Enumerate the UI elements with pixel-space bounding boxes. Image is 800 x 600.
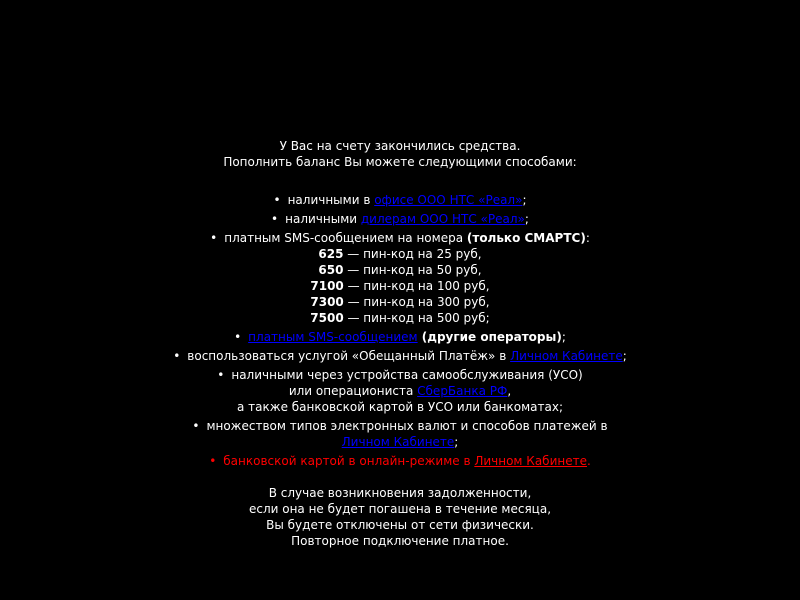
sms-other-link[interactable]: платным SMS-сообщением (248, 330, 418, 344)
item-punct: . (586, 454, 591, 468)
sms-number: 7500 (310, 311, 344, 325)
sms-number-desc: — пин-код на 25 руб, (343, 247, 482, 261)
list-item-sms-other (0, 329, 800, 345)
item-text: множеством типов электронных валют и способов платежей в (206, 419, 608, 433)
bullet-icon: • (271, 212, 279, 226)
item-punct: ; (561, 330, 566, 344)
item-punct: ; (522, 193, 527, 207)
item-punct: ; (622, 349, 627, 363)
smarts-only-label: (только СМАРТС) (466, 231, 586, 245)
list-item-terminals (0, 367, 800, 383)
sms-number-desc: — пин-код на 50 руб, (343, 263, 482, 277)
item-text: наличными через устройства самообслуживания (УСО) (231, 368, 583, 382)
item-text: наличными (285, 212, 361, 226)
dealers-link[interactable]: дилерам ООО НТС «Реал» (360, 212, 525, 226)
list-item-cash-dealers (0, 211, 800, 227)
emoney-line-2 (0, 434, 800, 450)
list-item-promise-payment (0, 348, 800, 364)
item-text: банковской картой в онлайн-режиме в (223, 454, 475, 468)
sms-number: 650 (318, 263, 344, 277)
footer-line-1: В случае возникновения задолженности, (268, 486, 532, 500)
item-text: наличными в (287, 193, 375, 207)
list-item-emoney (0, 418, 800, 434)
sberbank-link[interactable]: СберБанка РФ (417, 384, 508, 398)
office-link[interactable]: офисе ООО НТС «Реал» (374, 193, 523, 207)
bullet-icon: • (192, 419, 200, 433)
terminals-line-2 (0, 383, 800, 399)
sms-number-desc: — пин-код на 300 руб, (343, 295, 490, 309)
terminals-line-3: а также банковской картой в УСО или банкоматах; (237, 400, 563, 414)
item-punct: : (585, 231, 590, 245)
item-punct: ; (454, 435, 459, 449)
footer-line-2: если она не будет погашена в течение месяца, (248, 502, 552, 516)
bullet-icon: • (210, 231, 218, 245)
personal-cabinet-link[interactable]: Личном Кабинете (510, 349, 623, 363)
payment-info (0, 138, 800, 549)
sms-number: 7100 (310, 279, 344, 293)
sms-number-row (0, 310, 800, 326)
personal-cabinet-link[interactable]: Личном Кабинете (341, 435, 455, 449)
bullet-icon: • (209, 454, 217, 468)
intro-line-1: У Вас на счету закончились средства. (279, 139, 521, 153)
sms-number: 625 (318, 247, 344, 261)
footer-line-3: Вы будете отключены от сети физически. (266, 518, 534, 532)
list-item-card-online (0, 453, 800, 469)
sms-number-desc: — пин-код на 100 руб, (343, 279, 490, 293)
sms-number-row (0, 294, 800, 310)
list-item-sms-smarts (0, 230, 800, 246)
item-text: воспользоваться услугой «Обещанный Платёж» в (187, 349, 511, 363)
item-punct: ; (524, 212, 529, 226)
sms-number-row (0, 246, 800, 262)
spacer (0, 170, 800, 189)
sms-number-row (0, 278, 800, 294)
bullet-icon: • (234, 330, 242, 344)
footer-line-4: Повторное подключение платное. (291, 534, 509, 548)
intro-line-2: Пополнить баланс Вы можете следующими способами: (223, 155, 577, 169)
personal-cabinet-link[interactable]: Личном Кабинете (474, 454, 587, 468)
list-item-cash-office (0, 192, 800, 208)
item-text: платным SMS-сообщением на номера (224, 231, 467, 245)
bullet-icon: • (273, 193, 281, 207)
bullet-icon: • (217, 368, 225, 382)
bullet-icon: • (173, 349, 181, 363)
sms-number: 7300 (310, 295, 344, 309)
item-punct: , (507, 384, 512, 398)
sms-number-desc: — пин-код на 500 руб; (343, 311, 490, 325)
sms-number-row (0, 262, 800, 278)
spacer (0, 469, 800, 485)
other-operators-label: (другие операторы) (417, 330, 562, 344)
item-text: или операциониста (288, 384, 418, 398)
